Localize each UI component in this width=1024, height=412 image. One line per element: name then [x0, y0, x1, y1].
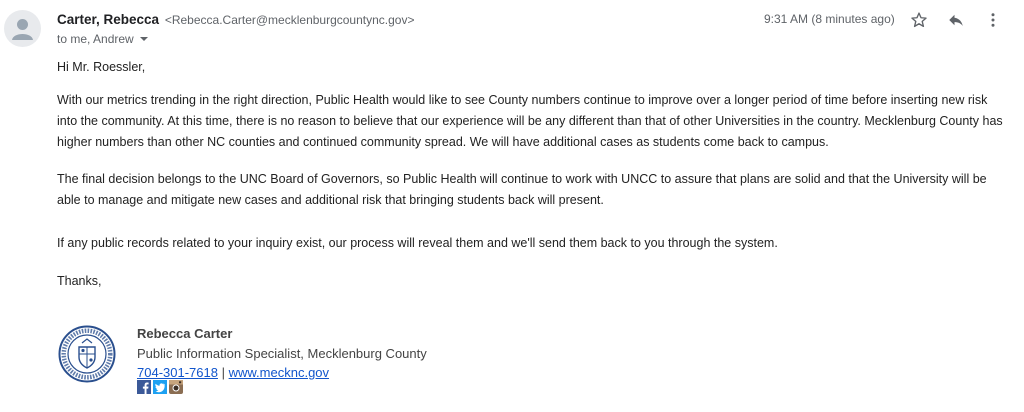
closing: Thanks, — [57, 274, 102, 288]
star-button[interactable] — [909, 10, 929, 30]
separator: | — [221, 365, 225, 380]
social-links — [137, 380, 183, 394]
body-paragraph: The final decision belongs to the UNC Board of Governors, so Public Health will continue to work with UNCC to assure that plans are solid and that the University will be able to manage and mitigate new cases and additional risk that bringing students back will present. — [57, 172, 987, 207]
caret-down-icon — [140, 37, 148, 41]
sender-email: <Rebecca.Carter@mecklenburgcountync.gov> — [164, 13, 415, 27]
instagram-icon[interactable] — [169, 380, 183, 394]
facebook-icon[interactable] — [137, 380, 151, 394]
signature-contact — [137, 365, 329, 380]
reply-icon — [947, 11, 965, 29]
person-icon — [4, 10, 41, 47]
website-link[interactable]: www.mecknc.gov — [228, 365, 330, 380]
phone-link[interactable]: 704-301-7618 — [137, 365, 218, 380]
twitter-icon[interactable] — [153, 380, 167, 394]
signature-title: Public Information Specialist, Mecklenburg County — [137, 346, 427, 361]
county-seal-icon — [58, 325, 116, 383]
more-options-button[interactable] — [983, 10, 1003, 30]
recipients-toggle[interactable] — [57, 32, 148, 46]
signature-name: Rebecca Carter — [137, 326, 233, 341]
body-paragraph: If any public records related to your inquiry exist, our process will reveal them and we'll send them back to you through the system. — [57, 236, 778, 250]
more-vert-icon — [984, 11, 1002, 29]
sender-name[interactable]: Carter, Rebecca — [57, 12, 160, 27]
county-seal-logo — [58, 325, 116, 383]
recipients-label: to me, Andrew — [57, 32, 134, 46]
sender-line — [57, 12, 414, 27]
greeting: Hi Mr. Roessler, — [57, 60, 146, 74]
reply-button[interactable] — [946, 10, 966, 30]
sender-avatar[interactable] — [4, 10, 41, 47]
star-icon — [910, 11, 928, 29]
timestamp: 9:31 AM (8 minutes ago) — [764, 12, 895, 26]
body-paragraph: With our metrics trending in the right direction, Public Health would like to see County numbers continue to improve over a longer period of time before inserting new risk into the community. At this time, there is no reason to believe that our experience will be any different than that of other Universities in the country. Mecklenburg County has higher numbers than other NC counties and continued community spread. We will have additional cases as students come back to campus. — [57, 93, 1003, 149]
